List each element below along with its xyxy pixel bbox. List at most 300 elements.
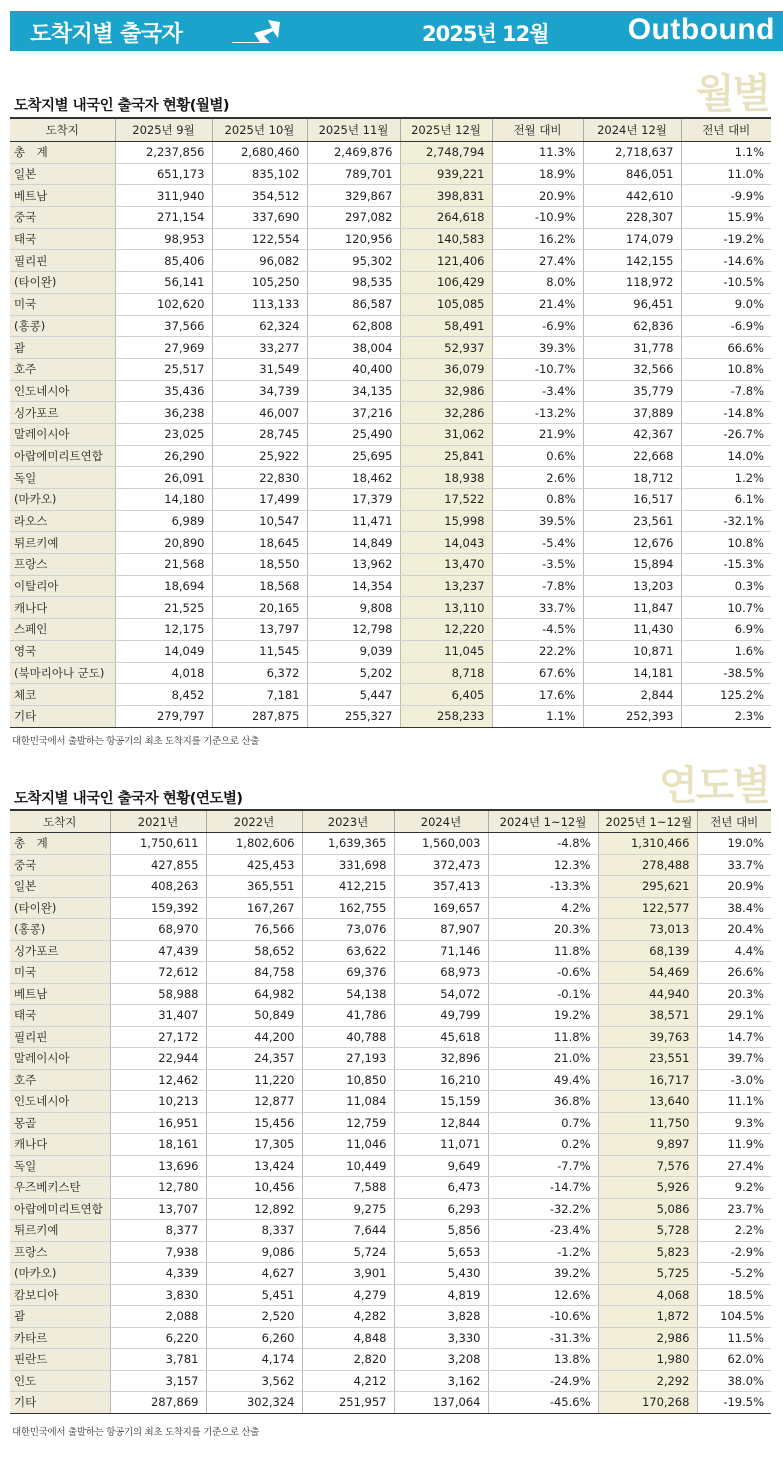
value-cell: 354,512 — [212, 185, 307, 207]
value-cell: 4,848 — [302, 1327, 394, 1349]
value-cell: 7,181 — [212, 684, 307, 706]
value-cell: 329,867 — [307, 185, 400, 207]
destination-cell: 괌 — [10, 337, 115, 359]
destination-cell: 태국 — [10, 1005, 110, 1027]
value-cell: 31,407 — [110, 1005, 206, 1027]
destination-cell: 일본 — [10, 163, 115, 185]
value-cell: 12,676 — [583, 532, 681, 554]
value-cell: -23.4% — [488, 1220, 598, 1242]
value-cell: 17,305 — [206, 1134, 302, 1156]
value-cell: 26.6% — [697, 962, 771, 984]
monthly-table — [10, 117, 771, 728]
value-cell: 50,849 — [206, 1005, 302, 1027]
value-cell: 255,327 — [307, 705, 400, 727]
value-cell: 104.5% — [697, 1306, 771, 1328]
table-row — [10, 876, 771, 898]
value-cell: -7.7% — [488, 1155, 598, 1177]
value-cell: 39.7% — [697, 1048, 771, 1070]
value-cell: 42,367 — [583, 423, 681, 445]
value-cell: 295,621 — [598, 876, 697, 898]
value-cell: 5,447 — [307, 684, 400, 706]
column-header: 2023년 — [302, 810, 394, 833]
value-cell: 4,279 — [302, 1284, 394, 1306]
yearly-section-title: 도착지별 내국인 출국자 현황(연도별) — [14, 791, 243, 807]
value-cell: -6.9% — [492, 315, 583, 337]
value-cell: 13,110 — [400, 597, 492, 619]
value-cell: 1,980 — [598, 1349, 697, 1371]
destination-cell: 필리핀 — [10, 250, 115, 272]
value-cell: 4,018 — [115, 662, 212, 684]
value-cell: -10.9% — [492, 207, 583, 229]
value-cell: -0.1% — [488, 983, 598, 1005]
value-cell: 14,180 — [115, 489, 212, 511]
value-cell: 13,707 — [110, 1198, 206, 1220]
value-cell: 35,436 — [115, 380, 212, 402]
value-cell: 86,587 — [307, 293, 400, 315]
value-cell: 13,797 — [212, 619, 307, 641]
value-cell: 4,282 — [302, 1306, 394, 1328]
table-row — [10, 1091, 771, 1113]
value-cell: 10,871 — [583, 640, 681, 662]
header-banner — [10, 11, 783, 51]
value-cell: 3,830 — [110, 1284, 206, 1306]
value-cell: 14.0% — [681, 445, 771, 467]
column-header: 전년 대비 — [697, 810, 771, 833]
table-row — [10, 1370, 771, 1392]
value-cell: 19.2% — [488, 1005, 598, 1027]
value-cell: 1.6% — [681, 640, 771, 662]
value-cell: 6.9% — [681, 619, 771, 641]
table-row — [10, 919, 771, 941]
value-cell: 2,469,876 — [307, 142, 400, 164]
destination-cell: 캐나다 — [10, 1134, 110, 1156]
destination-cell: 체코 — [10, 684, 115, 706]
value-cell: 125.2% — [681, 684, 771, 706]
value-cell: 36.8% — [488, 1091, 598, 1113]
value-cell: 24,357 — [206, 1048, 302, 1070]
value-cell: -7.8% — [492, 575, 583, 597]
destination-cell: (홍콩) — [10, 315, 115, 337]
destination-cell: 핀란드 — [10, 1349, 110, 1371]
table-row — [10, 962, 771, 984]
table-row — [10, 510, 771, 532]
value-cell: 20,890 — [115, 532, 212, 554]
value-cell: 8,337 — [206, 1220, 302, 1242]
value-cell: 170,268 — [598, 1392, 697, 1414]
table-row — [10, 1306, 771, 1328]
value-cell: 1.1% — [681, 142, 771, 164]
value-cell: 7,588 — [302, 1177, 394, 1199]
report-date: 2025년 12월 — [422, 22, 549, 46]
value-cell: 11,071 — [394, 1134, 488, 1156]
value-cell: 1,750,611 — [110, 833, 206, 855]
value-cell: 252,393 — [583, 705, 681, 727]
column-header: 2025년 10월 — [212, 118, 307, 142]
value-cell: 10.8% — [681, 358, 771, 380]
table-row — [10, 854, 771, 876]
value-cell: 22,944 — [110, 1048, 206, 1070]
value-cell: 311,940 — [115, 185, 212, 207]
value-cell: 105,085 — [400, 293, 492, 315]
value-cell: 7,576 — [598, 1155, 697, 1177]
destination-cell: 아랍에미리트연합 — [10, 1198, 110, 1220]
value-cell: 12,462 — [110, 1069, 206, 1091]
value-cell: 13,640 — [598, 1091, 697, 1113]
value-cell: 102,620 — [115, 293, 212, 315]
value-cell: 6,220 — [110, 1327, 206, 1349]
destination-cell: (타이완) — [10, 897, 110, 919]
value-cell: 10,850 — [302, 1069, 394, 1091]
destination-cell: 영국 — [10, 640, 115, 662]
value-cell: 169,657 — [394, 897, 488, 919]
destination-cell: 튀르키예 — [10, 1220, 110, 1242]
value-cell: 13,696 — [110, 1155, 206, 1177]
value-cell: 427,855 — [110, 854, 206, 876]
value-cell: 39.3% — [492, 337, 583, 359]
value-cell: 121,406 — [400, 250, 492, 272]
value-cell: 278,488 — [598, 854, 697, 876]
table-row — [10, 1263, 771, 1285]
value-cell: 21.4% — [492, 293, 583, 315]
value-cell: 4,174 — [206, 1349, 302, 1371]
value-cell: 21.0% — [488, 1048, 598, 1070]
value-cell: 16,210 — [394, 1069, 488, 1091]
value-cell: 11.3% — [492, 142, 583, 164]
value-cell: 2,680,460 — [212, 142, 307, 164]
value-cell: 15,159 — [394, 1091, 488, 1113]
value-cell: 23.7% — [697, 1198, 771, 1220]
table-row — [10, 423, 771, 445]
table-row — [10, 445, 771, 467]
value-cell: 140,583 — [400, 228, 492, 250]
value-cell: 27.4% — [492, 250, 583, 272]
value-cell: 26,290 — [115, 445, 212, 467]
table-header-row — [10, 810, 771, 833]
value-cell: 18,645 — [212, 532, 307, 554]
value-cell: 16,951 — [110, 1112, 206, 1134]
table-row — [10, 940, 771, 962]
value-cell: 67.6% — [492, 662, 583, 684]
value-cell: 2,292 — [598, 1370, 697, 1392]
destination-cell: 프랑스 — [10, 1241, 110, 1263]
table-row — [10, 532, 771, 554]
value-cell: -24.9% — [488, 1370, 598, 1392]
value-cell: 20,165 — [212, 597, 307, 619]
value-cell: 66.6% — [681, 337, 771, 359]
destination-cell: (마카오) — [10, 1263, 110, 1285]
table-row — [10, 662, 771, 684]
value-cell: -4.8% — [488, 833, 598, 855]
value-cell: 11.9% — [697, 1134, 771, 1156]
value-cell: 6,405 — [400, 684, 492, 706]
value-cell: 2,718,637 — [583, 142, 681, 164]
destination-cell: (마카오) — [10, 489, 115, 511]
value-cell: 287,869 — [110, 1392, 206, 1414]
value-cell: 29.1% — [697, 1005, 771, 1027]
value-cell: -13.2% — [492, 402, 583, 424]
value-cell: 96,082 — [212, 250, 307, 272]
value-cell: 18.9% — [492, 163, 583, 185]
value-cell: 22.2% — [492, 640, 583, 662]
yearly-table — [10, 809, 771, 1414]
value-cell: 4,339 — [110, 1263, 206, 1285]
value-cell: 11,471 — [307, 510, 400, 532]
value-cell: 21,525 — [115, 597, 212, 619]
page-subtitle-en: Outbound — [627, 13, 775, 46]
value-cell: 62,324 — [212, 315, 307, 337]
value-cell: 38.0% — [697, 1370, 771, 1392]
value-cell: 17,522 — [400, 489, 492, 511]
value-cell: 27,969 — [115, 337, 212, 359]
value-cell: 11,045 — [400, 640, 492, 662]
value-cell: 18,462 — [307, 467, 400, 489]
column-header: 2025년 12월 — [400, 118, 492, 142]
value-cell: 34,739 — [212, 380, 307, 402]
value-cell: 23,561 — [583, 510, 681, 532]
table-row — [10, 315, 771, 337]
value-cell: -10.5% — [681, 272, 771, 294]
column-header: 2021년 — [110, 810, 206, 833]
table-row — [10, 1155, 771, 1177]
value-cell: 39,763 — [598, 1026, 697, 1048]
value-cell: 32,286 — [400, 402, 492, 424]
value-cell: 14,849 — [307, 532, 400, 554]
value-cell: 12,175 — [115, 619, 212, 641]
table-row — [10, 337, 771, 359]
column-header: 2022년 — [206, 810, 302, 833]
value-cell: 20.9% — [492, 185, 583, 207]
value-cell: 939,221 — [400, 163, 492, 185]
value-cell: 39.2% — [488, 1263, 598, 1285]
value-cell: 118,972 — [583, 272, 681, 294]
value-cell: 63,622 — [302, 940, 394, 962]
table-row — [10, 1177, 771, 1199]
value-cell: -7.8% — [681, 380, 771, 402]
table-row — [10, 1220, 771, 1242]
table-row — [10, 1327, 771, 1349]
table-row — [10, 489, 771, 511]
table-row — [10, 640, 771, 662]
value-cell: 17.6% — [492, 684, 583, 706]
value-cell: 25,517 — [115, 358, 212, 380]
destination-cell: 라오스 — [10, 510, 115, 532]
table-row — [10, 1026, 771, 1048]
value-cell: -15.3% — [681, 554, 771, 576]
value-cell: 11,750 — [598, 1112, 697, 1134]
value-cell: 39.5% — [492, 510, 583, 532]
value-cell: 1.1% — [492, 705, 583, 727]
value-cell: 2,520 — [206, 1306, 302, 1328]
value-cell: 159,392 — [110, 897, 206, 919]
value-cell: 31,062 — [400, 423, 492, 445]
value-cell: 17,499 — [212, 489, 307, 511]
value-cell: 54,138 — [302, 983, 394, 1005]
value-cell: 5,202 — [307, 662, 400, 684]
value-cell: 12,759 — [302, 1112, 394, 1134]
value-cell: 18,938 — [400, 467, 492, 489]
value-cell: -9.9% — [681, 185, 771, 207]
destination-cell: (북마리아나 군도) — [10, 662, 115, 684]
value-cell: 11,545 — [212, 640, 307, 662]
value-cell: -3.4% — [492, 380, 583, 402]
value-cell: 120,956 — [307, 228, 400, 250]
value-cell: 10,449 — [302, 1155, 394, 1177]
table-row — [10, 402, 771, 424]
value-cell: 20.4% — [697, 919, 771, 941]
value-cell: 33,277 — [212, 337, 307, 359]
value-cell: 84,758 — [206, 962, 302, 984]
table-row — [10, 897, 771, 919]
value-cell: 62,836 — [583, 315, 681, 337]
destination-cell: 필리핀 — [10, 1026, 110, 1048]
value-cell: 287,875 — [212, 705, 307, 727]
value-cell: 31,778 — [583, 337, 681, 359]
value-cell: 398,831 — [400, 185, 492, 207]
value-cell: 19.0% — [697, 833, 771, 855]
column-header: 2025년 11월 — [307, 118, 400, 142]
column-header: 도착지 — [10, 810, 110, 833]
value-cell: 2.2% — [697, 1220, 771, 1242]
table-row — [10, 380, 771, 402]
value-cell: -2.9% — [697, 1241, 771, 1263]
value-cell: -5.2% — [697, 1263, 771, 1285]
destination-cell: 싱가포르 — [10, 402, 115, 424]
value-cell: 35,779 — [583, 380, 681, 402]
value-cell: 16,517 — [583, 489, 681, 511]
value-cell: 228,307 — [583, 207, 681, 229]
value-cell: 69,376 — [302, 962, 394, 984]
value-cell: 11.1% — [697, 1091, 771, 1113]
value-cell: 122,554 — [212, 228, 307, 250]
value-cell: 12,798 — [307, 619, 400, 641]
column-header: 도착지 — [10, 118, 115, 142]
value-cell: 5,653 — [394, 1241, 488, 1263]
value-cell: 18,568 — [212, 575, 307, 597]
value-cell: 13,962 — [307, 554, 400, 576]
yearly-note: 대한민국에서 출발하는 항공기의 최초 도착지를 기준으로 산출 — [12, 1427, 260, 1438]
value-cell: 5,728 — [598, 1220, 697, 1242]
destination-cell: 캄보디아 — [10, 1284, 110, 1306]
table-row — [10, 358, 771, 380]
value-cell: 7,644 — [302, 1220, 394, 1242]
destination-cell: 인도네시아 — [10, 1091, 110, 1113]
value-cell: 11,084 — [302, 1091, 394, 1113]
destination-cell: 총 계 — [10, 142, 115, 164]
destination-cell: 우즈베키스탄 — [10, 1177, 110, 1199]
value-cell: 31,549 — [212, 358, 307, 380]
value-cell: 11.8% — [488, 940, 598, 962]
value-cell: 40,400 — [307, 358, 400, 380]
value-cell: 9.3% — [697, 1112, 771, 1134]
arrow-right-icon — [230, 16, 282, 46]
value-cell: 271,154 — [115, 207, 212, 229]
column-header: 전년 대비 — [681, 118, 771, 142]
table-row — [10, 1069, 771, 1091]
value-cell: 2.6% — [492, 467, 583, 489]
table-header-row — [10, 118, 771, 142]
value-cell: 8,452 — [115, 684, 212, 706]
page-title: 도착지별 출국자 — [30, 22, 183, 47]
value-cell: 9,039 — [307, 640, 400, 662]
destination-cell: 괌 — [10, 1306, 110, 1328]
destination-cell: 일본 — [10, 876, 110, 898]
value-cell: 87,907 — [394, 919, 488, 941]
value-cell: 13,203 — [583, 575, 681, 597]
value-cell: -14.7% — [488, 1177, 598, 1199]
value-cell: 846,051 — [583, 163, 681, 185]
value-cell: 10.8% — [681, 532, 771, 554]
value-cell: 11.8% — [488, 1026, 598, 1048]
value-cell: 331,698 — [302, 854, 394, 876]
value-cell: 0.6% — [492, 445, 583, 467]
value-cell: 137,064 — [394, 1392, 488, 1414]
destination-cell: 미국 — [10, 962, 110, 984]
value-cell: 4.4% — [697, 940, 771, 962]
value-cell: -6.9% — [681, 315, 771, 337]
value-cell: 1.2% — [681, 467, 771, 489]
value-cell: 8,718 — [400, 662, 492, 684]
value-cell: -0.6% — [488, 962, 598, 984]
value-cell: 54,469 — [598, 962, 697, 984]
destination-cell: 태국 — [10, 228, 115, 250]
value-cell: 71,146 — [394, 940, 488, 962]
value-cell: 20.3% — [488, 919, 598, 941]
destination-cell: 프랑스 — [10, 554, 115, 576]
value-cell: 18.5% — [697, 1284, 771, 1306]
value-cell: 1,802,606 — [206, 833, 302, 855]
value-cell: 14.7% — [697, 1026, 771, 1048]
value-cell: 14,049 — [115, 640, 212, 662]
value-cell: 6.1% — [681, 489, 771, 511]
value-cell: 18,161 — [110, 1134, 206, 1156]
value-cell: 113,133 — [212, 293, 307, 315]
value-cell: 18,550 — [212, 554, 307, 576]
value-cell: 5,926 — [598, 1177, 697, 1199]
value-cell: 40,788 — [302, 1026, 394, 1048]
value-cell: 13,424 — [206, 1155, 302, 1177]
value-cell: 37,566 — [115, 315, 212, 337]
table-row — [10, 619, 771, 641]
value-cell: 12,220 — [400, 619, 492, 641]
table-row — [10, 185, 771, 207]
value-cell: 27,172 — [110, 1026, 206, 1048]
value-cell: 651,173 — [115, 163, 212, 185]
value-cell: 251,957 — [302, 1392, 394, 1414]
value-cell: 5,724 — [302, 1241, 394, 1263]
value-cell: 15,456 — [206, 1112, 302, 1134]
value-cell: 16.2% — [492, 228, 583, 250]
value-cell: 38.4% — [697, 897, 771, 919]
value-cell: 6,372 — [212, 662, 307, 684]
value-cell: 32,566 — [583, 358, 681, 380]
value-cell: 12,877 — [206, 1091, 302, 1113]
yearly-watermark: 연도별 — [659, 763, 769, 809]
value-cell: 3,901 — [302, 1263, 394, 1285]
value-cell: -45.6% — [488, 1392, 598, 1414]
value-cell: 23,551 — [598, 1048, 697, 1070]
table-row — [10, 554, 771, 576]
value-cell: 12.3% — [488, 854, 598, 876]
value-cell: 3,162 — [394, 1370, 488, 1392]
table-row — [10, 1134, 771, 1156]
value-cell: 28,745 — [212, 423, 307, 445]
value-cell: 46,007 — [212, 402, 307, 424]
destination-cell: 말레이시아 — [10, 423, 115, 445]
destination-cell: 기타 — [10, 1392, 110, 1414]
value-cell: 33.7% — [492, 597, 583, 619]
value-cell: -5.4% — [492, 532, 583, 554]
column-header: 전월 대비 — [492, 118, 583, 142]
